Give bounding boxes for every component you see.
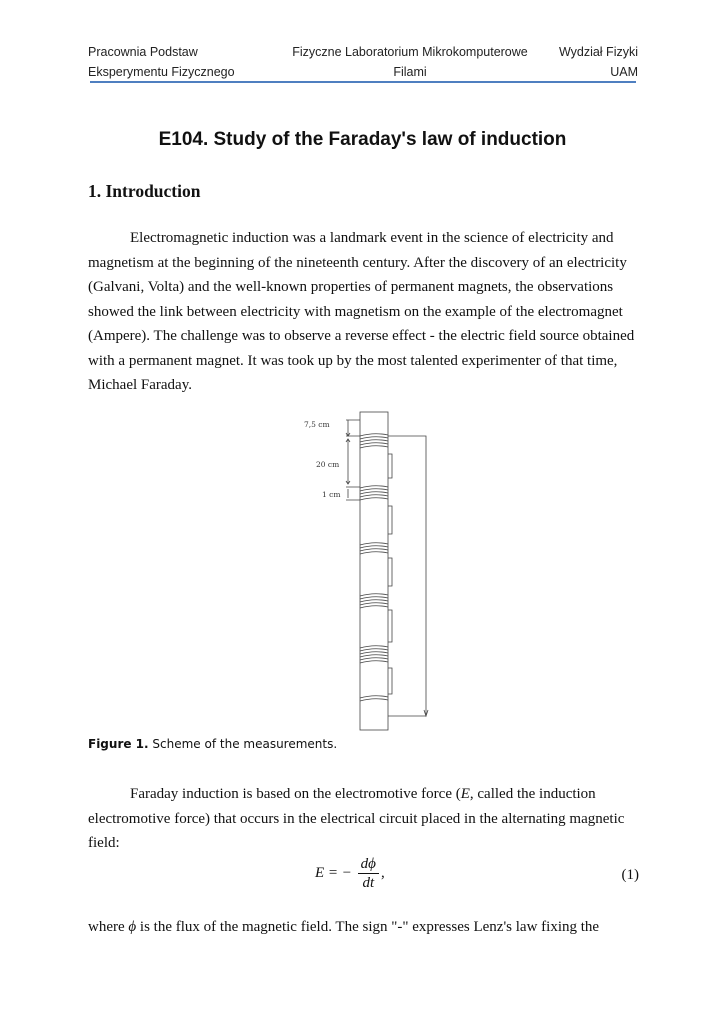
figure-caption [88, 737, 337, 751]
header-left [88, 42, 235, 82]
equation-denominator: dt [362, 875, 375, 891]
page-title: E104. Study of the Faraday's law of induction [158, 129, 567, 150]
equation-comma: , [380, 865, 385, 881]
intro-paragraph: Electromagnetic induction was a landmark event in the science of electricity and magnetism at the beginning of the nineteenth century. After the discovery of an electricity (Galvani, Volta) and the well-known properties of permanent magnets, the observations showed the link between electricity with magnetism on the example of the electromagnet (Ampere). The challenge was to observe a reverse effect - the electric field source obtained with a permanent magnet. It was took up by the most talented experimenter of that time, Michael Faraday. [88, 230, 635, 393]
header-right [559, 42, 638, 82]
equation-numerator: dϕ [358, 855, 379, 874]
para3-after: is the flux of the magnetic field. The sign "-" expresses Lenz's law fixing the [136, 919, 600, 935]
coil-4 [360, 594, 388, 608]
equation-fraction [358, 855, 379, 892]
emf-symbol: E [460, 786, 470, 802]
coil-1 [360, 434, 388, 448]
header-right-line1: Wydział Fizyki [558, 45, 638, 59]
header-rule [90, 81, 636, 83]
header-left-line2: Eksperymentu Fizycznego [88, 65, 235, 79]
dimension-label-1cm: 1 cm [322, 490, 341, 499]
measurement-scheme-figure [300, 410, 440, 735]
equation-number: (1) [621, 867, 639, 883]
dimension-label-20cm: 20 cm [316, 460, 340, 469]
figure-caption-text: Scheme of the measurements. [148, 737, 338, 751]
coil-5 [360, 646, 388, 663]
paragraph-flux [88, 915, 640, 940]
coil-2 [360, 486, 388, 500]
coil-3 [360, 543, 388, 554]
equation-lhs: E = − [315, 865, 352, 881]
para2-after: , called the induction electromotive force) that occurs in the electrical circuit placed in the alternating magnetic field: [88, 786, 625, 851]
para3-before: where [88, 919, 129, 935]
header-center-line2: Filami [393, 65, 427, 79]
tube [360, 412, 388, 730]
flux-symbol: ϕ [128, 919, 137, 935]
equation-1 [315, 855, 385, 892]
dimension-label-7-5cm: 7,5 cm [304, 420, 330, 429]
section-heading: 1. Introduction [88, 181, 201, 201]
header-left-line1: Pracownia Podstaw [88, 45, 198, 59]
header-right-line2: UAM [610, 65, 638, 79]
figure-caption-label: Figure 1. [88, 737, 149, 751]
header-center-line1: Fizyczne Laboratorium Mikrokomputerowe [292, 45, 528, 59]
paragraph-faraday-induction [88, 782, 640, 856]
header-center [250, 42, 570, 82]
coil-6 [360, 696, 388, 701]
para2-before: Faraday induction is based on the electromotive force ( [130, 786, 461, 802]
